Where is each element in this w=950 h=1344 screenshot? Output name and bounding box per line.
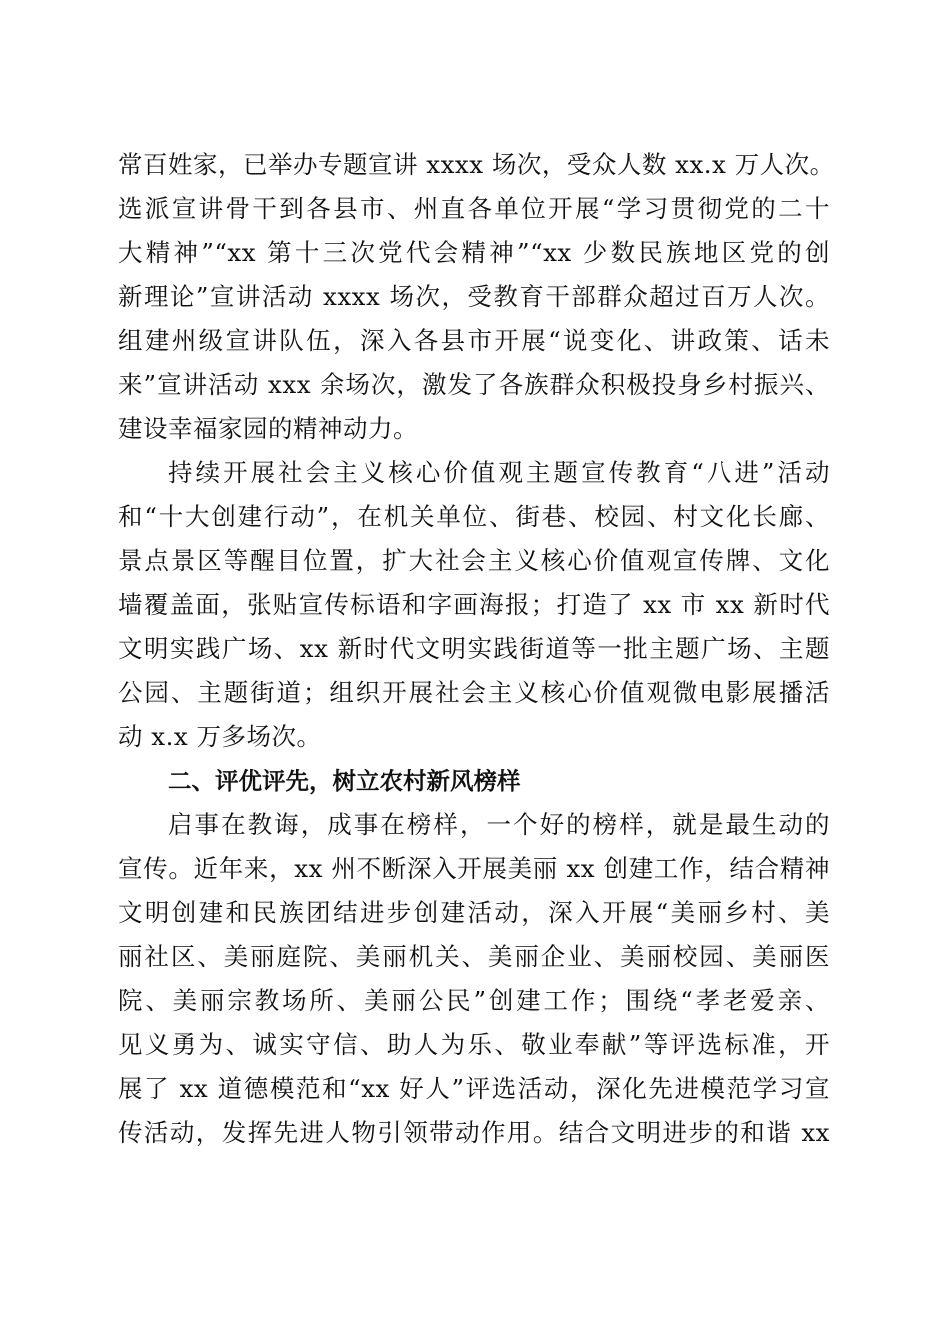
paragraph-line: 动 x.x 万多场次。 [118, 722, 322, 751]
paragraph-line: 丽社区、美丽庭院、美丽机关、美丽企业、美丽校园、美丽医 [118, 942, 830, 971]
paragraph-line: 启事在教诲，成事在榜样，一个好的榜样，就是最生动的 [168, 810, 830, 839]
paragraph-line: 院、美丽宗教场所、美丽公民”创建工作；围绕“孝老爱亲、 [118, 986, 830, 1015]
paragraph-line: 文明实践广场、xx 新时代文明实践街道等一批主题广场、主题 [118, 634, 830, 663]
paragraph-line: 见义勇为、诚实守信、助人为乐、敬业奉献”等评选标准，开 [118, 1030, 830, 1059]
paragraph-core-values [118, 451, 830, 759]
paragraph-propaganda-lectures [118, 143, 835, 451]
paragraph-line: 公园、主题街道；组织开展社会主义核心价值观微电影展播活 [118, 678, 830, 707]
paragraph-line: 选派宣讲骨干到各县市、州直各单位开展“学习贯彻党的二十 [118, 194, 830, 223]
paragraph-line: 新理论”宣讲活动 xxxx 场次，受教育干部群众超过百万人次。 [118, 282, 830, 311]
paragraph-line: 墙覆盖面，张贴宣传标语和字画海报；打造了 xx 市 xx 新时代 [118, 590, 830, 619]
paragraph-line: 和“十大创建行动”，在机关单位、街巷、校园、村文化长廊、 [118, 502, 830, 531]
paragraph-line: 大精神”“xx 第十三次党代会精神”“xx 少数民族地区党的创 [118, 238, 830, 267]
paragraph-line: 传活动，发挥先进人物引领带动作用。结合文明进步的和谐 xx [118, 1118, 830, 1147]
paragraph-line: 组建州级宣讲队伍，深入各县市开展“说变化、讲政策、话未 [118, 326, 830, 355]
paragraph-line: 文明创建和民族团结进步创建活动，深入开展“美丽乡村、美 [118, 898, 830, 927]
paragraph-line: 常百姓家，已举办专题宣讲 xxxx 场次，受众人数 xx.x 万人次。 [118, 150, 835, 179]
paragraph-line: 景点景区等醒目位置，扩大社会主义核心价值观宣传牌、文化 [118, 546, 830, 575]
document-body [118, 143, 835, 1155]
paragraph-line: 来”宣讲活动 xxx 余场次，激发了各族群众积极投身乡村振兴、 [118, 370, 830, 399]
paragraph-line: 持续开展社会主义核心价值观主题宣传教育“八进”活动 [168, 458, 830, 487]
paragraph-line: 宣传。近年来，xx 州不断深入开展美丽 xx 创建工作，结合精神 [118, 854, 830, 883]
paragraph-line: 建设幸福家园的精神动力。 [118, 414, 418, 443]
paragraph-line: 展了 xx 道德模范和“xx 好人”评选活动，深化先进模范学习宣 [118, 1074, 830, 1103]
paragraph-role-models [118, 803, 830, 1155]
section-heading: 二、评优评先，树立农村新风榜样 [168, 767, 521, 795]
